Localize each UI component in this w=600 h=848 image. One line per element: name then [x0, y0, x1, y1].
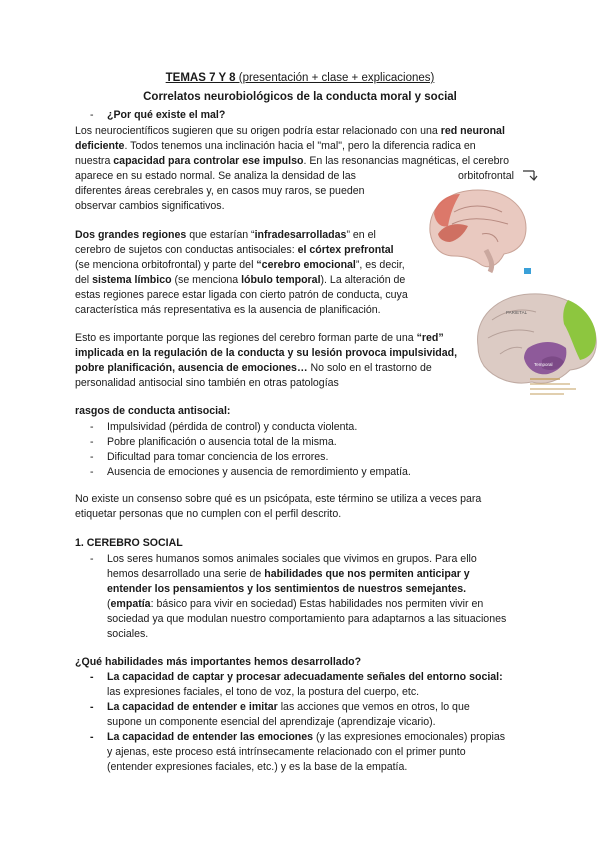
bullet-dash: - — [90, 553, 94, 565]
list-item: La capacidad de entender las emociones (y las expresiones emocionales) propias — [107, 731, 506, 743]
title-rest: presentación + clase + explicaciones) — [242, 72, 435, 84]
bullet-dash: - — [90, 436, 94, 448]
paragraph-line: etiquetar personas que no cumplen con el perfil descrito. — [75, 508, 342, 520]
title-main: TEMAS 7 Y 8 — [165, 72, 236, 84]
document-subtitle: Correlatos neurobiológicos de la conducta moral y social — [143, 91, 457, 103]
list-item: (entender expresiones faciales, etc.) y es la base de la empatía. — [107, 761, 408, 773]
paragraph-line: observar cambios significativos. — [75, 200, 225, 212]
document-title — [0, 71, 600, 85]
paragraph-line: diferentes áreas cerebrales y, en casos muy raros, se pueden — [75, 185, 365, 197]
paragraph-line: Dos grandes regiones que estarían “infradesarrolladas” en el — [75, 229, 376, 241]
paragraph-line: deficiente. Todos tenemos una inclinación hacia el "mal", pero la diferencia radica en — [75, 140, 476, 152]
list-item: Ausencia de emociones y ausencia de remordimiento y empatía. — [107, 466, 411, 478]
paragraph-line: sociedad ya que modulan nuestro comportamiento para adaptarnos a las situaciones — [107, 613, 507, 625]
bullet-dash: - — [90, 466, 94, 478]
paragraph-line: del sistema límbico (se menciona lóbulo temporal). La alteración de — [75, 274, 406, 286]
bullet-dash: - — [90, 109, 94, 121]
paragraph-line: (empatía: básico para vivir en sociedad) Estas habilidades nos permiten vivir en — [107, 598, 484, 610]
paragraph-line: característica más representativa es la ausencia de planificación. — [75, 304, 381, 316]
orbitofrontal-label: orbitofrontal — [458, 170, 514, 182]
bullet-dash: - — [90, 421, 94, 433]
list-item: supone un componente esencial del aprendizaje (aprendizaje vicario). — [107, 716, 436, 728]
bullet-dash: - — [90, 731, 94, 743]
paragraph-line: entender los pensamientos y los sentimientos de nuestros semejantes. — [107, 583, 467, 595]
paragraph-line: aparece en su estado normal. Se analiza la densidad de las — [75, 170, 356, 182]
list-item: Pobre planificación o ausencia total de la misma. — [107, 436, 337, 448]
svg-text:PARIETAL: PARIETAL — [506, 310, 528, 315]
list-item: Impulsividad (pérdida de control) y conducta violenta. — [107, 421, 358, 433]
rasgos-heading: rasgos de conducta antisocial: — [75, 405, 231, 417]
paragraph-line: (se menciona orbitofrontal) y parte del “cerebro emocional”, es decir, — [75, 259, 405, 271]
paragraph-line: cerebro de sujetos con conductas antisociales: el córtex prefrontal — [75, 244, 394, 256]
list-item: La capacidad de entender e imitar las acciones que vemos en otros, lo que — [107, 701, 470, 713]
brain-sagittal-image — [424, 184, 532, 276]
bullet-dash: - — [90, 451, 94, 463]
question-why-evil: ¿Por qué existe el mal? — [107, 109, 226, 121]
paragraph-line: hemos desarrollado una serie de habilidades que nos permiten anticipar y — [107, 568, 470, 580]
section-heading-cerebro-social: 1. CEREBRO SOCIAL — [75, 537, 183, 549]
title-paren: ( — [235, 72, 243, 84]
list-item: las expresiones faciales, el tono de voz, la postura del cuerpo, etc. — [107, 686, 420, 698]
paragraph-line: estas regiones parece estar ligada con cierto patrón de conducta, cuya — [75, 289, 408, 301]
question-habilidades: ¿Qué habilidades más importantes hemos desarrollado? — [75, 656, 362, 668]
list-item: Dificultad para tomar conciencia de los errores. — [107, 451, 329, 463]
list-item: La capacidad de captar y procesar adecuadamente señales del entorno social: — [107, 671, 503, 683]
temporal-label: Temporal — [534, 362, 553, 367]
paragraph-line: pobre planificación, ausencia de emociones… No solo en el trastorno de — [75, 362, 432, 374]
bullet-dash: - — [90, 701, 94, 713]
paragraph-line: Esto es importante porque las regiones del cerebro forman parte de una “red” — [75, 332, 444, 344]
arrow-icon — [520, 166, 540, 186]
paragraph-line: sociales. — [107, 628, 149, 640]
paragraph-line: Los seres humanos somos animales sociales que vivimos en grupos. Para ello — [107, 553, 477, 565]
bullet-dash: - — [90, 671, 94, 683]
paragraph-line: personalidad antisocial sino también en otras patologías — [75, 377, 339, 389]
paragraph-line: Los neurocientíficos sugieren que su origen podría estar relacionado con una red neuronal — [75, 125, 505, 137]
paragraph-line: nuestra capacidad para controlar ese impulso. En las resonancias magnéticas, el cerebro — [75, 155, 509, 167]
list-item: y ajenas, este proceso está intrínsecamente relacionado con el primer punto — [107, 746, 466, 758]
paragraph-line: No existe un consenso sobre qué es un psicópata, este término se utiliza a veces para — [75, 493, 482, 505]
paragraph-line: implicada en la regulación de la conducta y su lesión provoca impulsividad, — [75, 347, 458, 359]
brain-lateral-image — [472, 290, 600, 402]
